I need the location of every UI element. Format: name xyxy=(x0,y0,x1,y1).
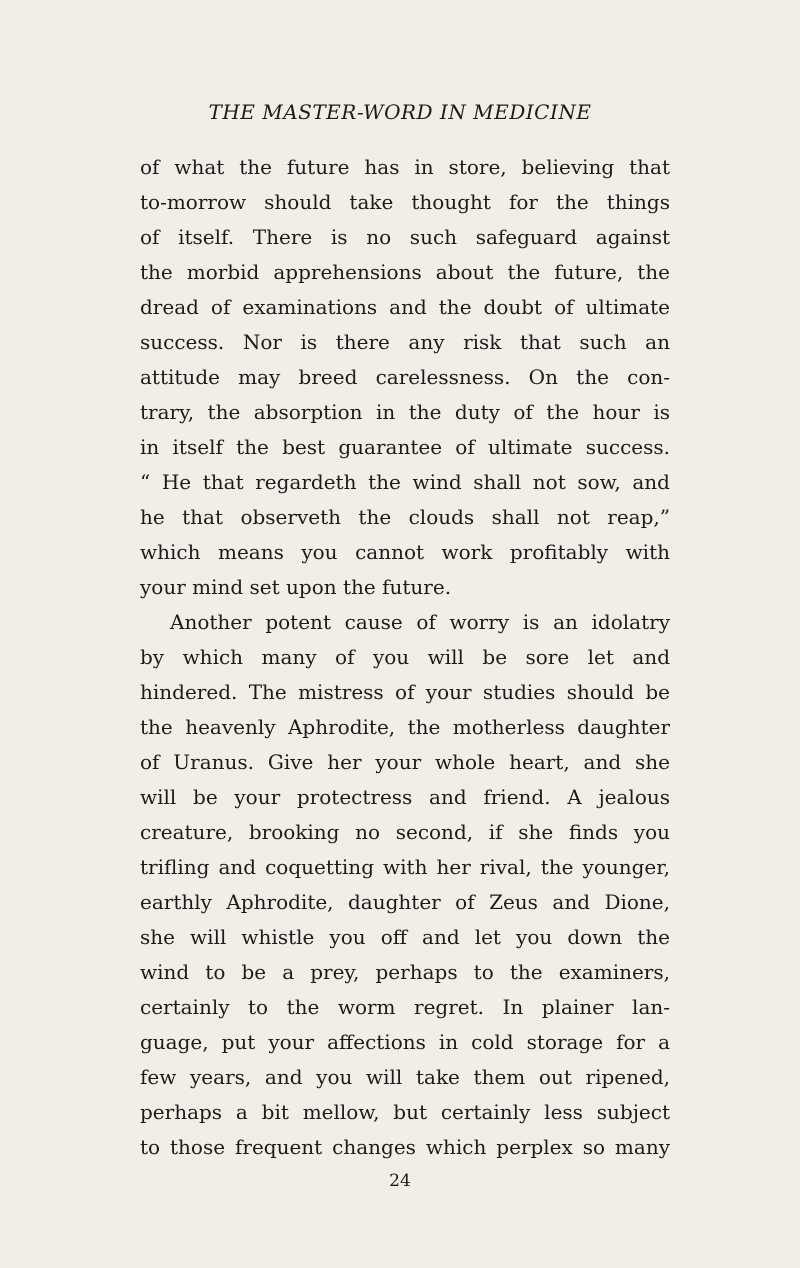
text-line: trary, the absorption in the duty of the hour is xyxy=(140,400,670,424)
body-text xyxy=(140,150,670,1165)
text-line: perhaps a bit mellow, but certainly less subject xyxy=(140,1100,670,1124)
paragraph-start-line: Another potent cause of worry is an idolatry xyxy=(170,610,670,634)
text-line: of itself. There is no such safeguard against xyxy=(140,225,670,249)
text-line: the heavenly Aphrodite, the motherless daughter xyxy=(140,715,670,739)
text-line: success. Nor is there any risk that such an xyxy=(140,330,670,354)
text-line: wind to be a prey, perhaps to the examiners, xyxy=(140,960,670,984)
text-line: by which many of you will be sore let and xyxy=(140,645,670,669)
text-line: attitude may breed carelessness. On the con- xyxy=(140,365,670,389)
text-line: guage, put your affections in cold storage for a xyxy=(140,1030,670,1054)
paragraph-end-line: your mind set upon the future. xyxy=(140,575,452,599)
text-line: she will whistle you off and let you down the xyxy=(140,925,670,949)
running-head: THE MASTER-WORD IN MEDICINE xyxy=(208,100,592,124)
page-number: 24 xyxy=(389,1171,411,1191)
text-line: few years, and you will take them out ripened, xyxy=(140,1065,670,1089)
text-line: certainly to the worm regret. In plainer lan- xyxy=(140,995,670,1019)
text-line: will be your protectress and friend. A jealous xyxy=(140,785,670,809)
text-line: he that observeth the clouds shall not reap,” xyxy=(140,505,670,529)
text-line: which means you cannot work profitably with xyxy=(140,540,670,564)
text-line: in itself the best guarantee of ultimate success. xyxy=(140,435,670,459)
text-line: “ He that regardeth the wind shall not sow, and xyxy=(140,470,670,494)
text-line: of Uranus. Give her your whole heart, and she xyxy=(140,750,670,774)
text-line: hindered. The mistress of your studies should be xyxy=(140,680,670,704)
text-line: creature, brooking no second, if she finds you xyxy=(140,820,670,844)
text-line: trifling and coquetting with her rival, the younger, xyxy=(140,855,670,879)
text-line: earthly Aphrodite, daughter of Zeus and Dione, xyxy=(140,890,670,914)
text-line: dread of examinations and the doubt of ultimate xyxy=(140,295,670,319)
text-line: to-morrow should take thought for the things xyxy=(140,190,670,214)
text-line: the morbid apprehensions about the future, the xyxy=(140,260,670,284)
text-line: to those frequent changes which perplex so many xyxy=(140,1135,670,1159)
text-line: of what the future has in store, believing that xyxy=(140,155,670,179)
